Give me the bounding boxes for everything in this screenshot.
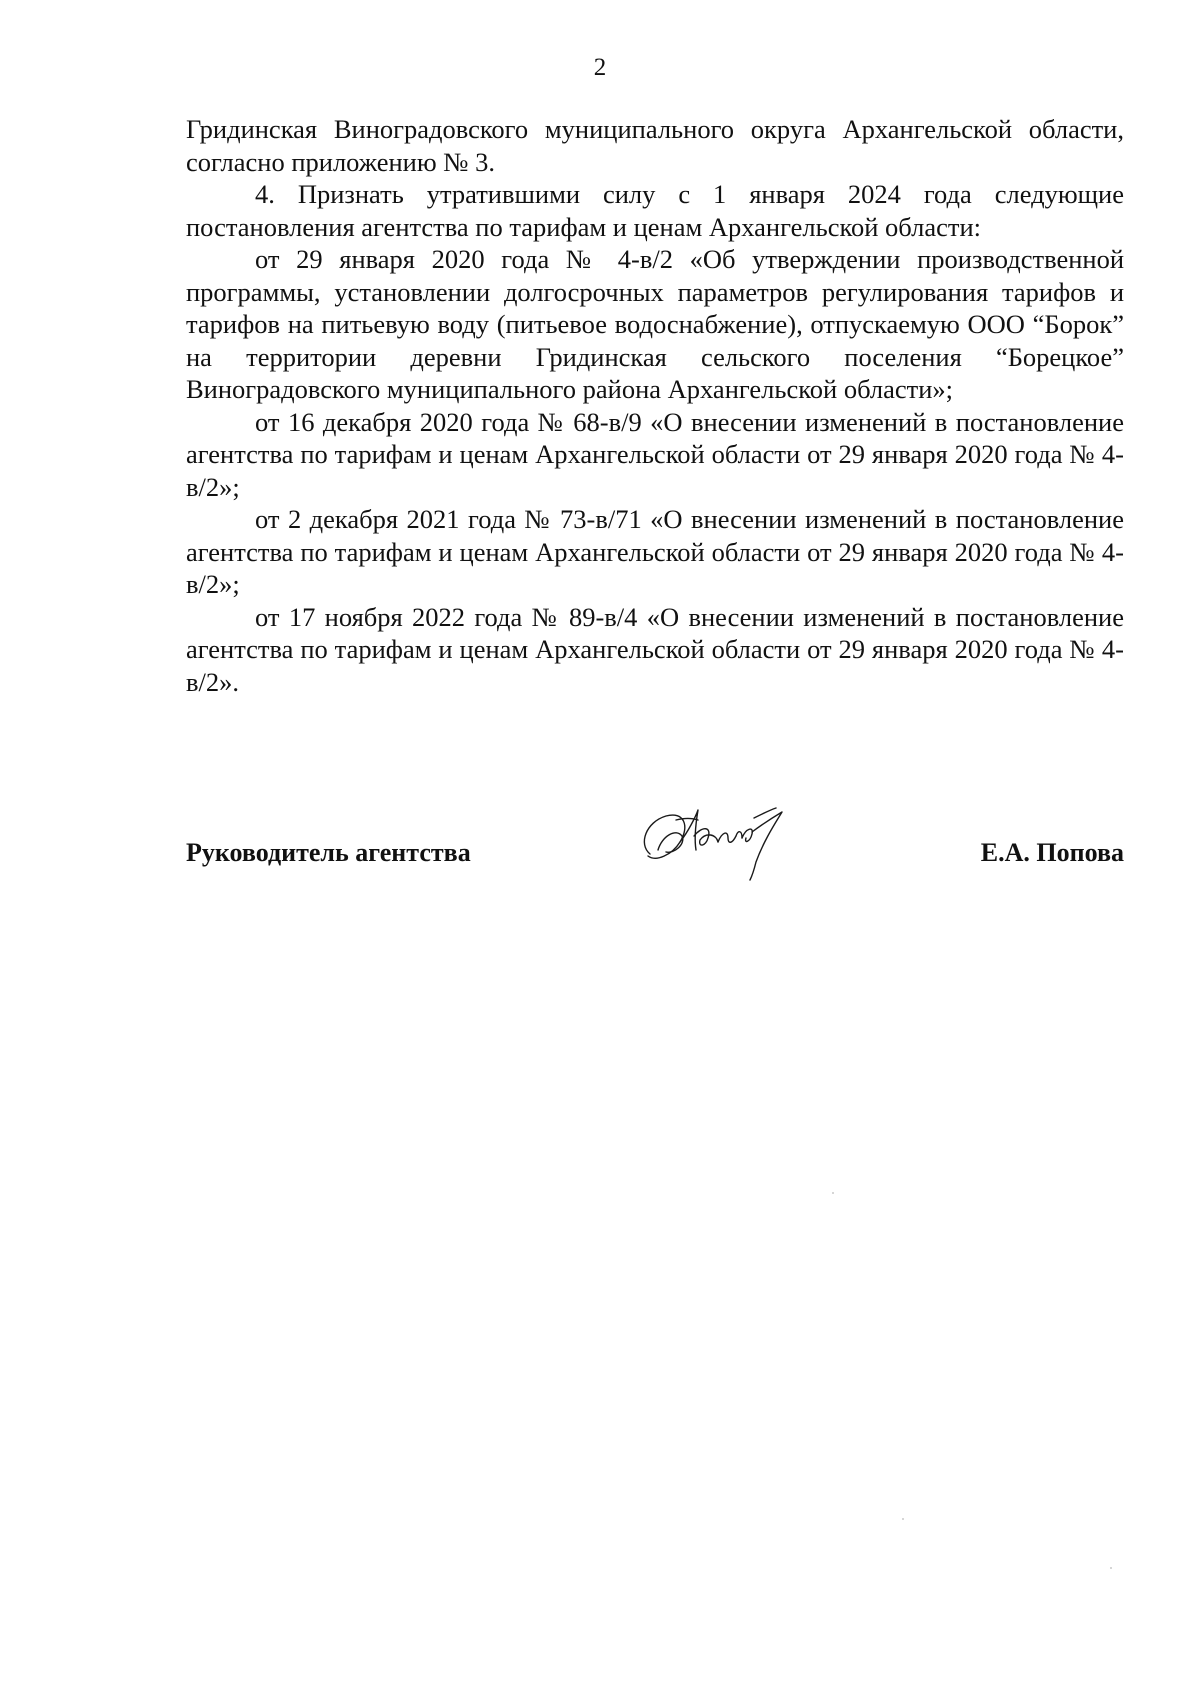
signatory-title: Руководитель агентства xyxy=(186,838,471,867)
document-body xyxy=(186,113,1124,698)
paragraph-item-4: 4. Признать утратившими силу с 1 января 2024 года следующие постановления агентства по тарифам и ценам Архангельской области: xyxy=(186,179,1124,242)
page-number: 2 xyxy=(593,54,607,81)
paragraph-resolution-2020-12-16: от 16 декабря 2020 года № 68-в/9 «О внесении изменений в постановление агентства по тарифам и ценам Архангельской области от 29 января 2020 года № 4-в/2»; xyxy=(186,406,1124,502)
scan-speck xyxy=(832,1192,834,1194)
paragraph-resolution-2021-12-02: от 2 декабря 2021 года № 73-в/71 «О внесении изменений в постановление агентства по тарифам и ценам Архангельской области от 29 января 2020 года № 4-в/2»; xyxy=(186,504,1124,599)
signatory-name: Е.А. Попова xyxy=(980,838,1124,867)
scan-speck xyxy=(902,1518,904,1520)
scan-speck xyxy=(1110,1567,1112,1569)
paragraph-resolution-2020-01-29: от 29 января 2020 года № 4-в/2 «Об утверждении производственной программы, установлении долгосрочных параметров регулирования тарифов и тарифов на питьевую воду (питьевое водоснабжение), отпускаемую ООО “Борок” на территории деревни Гридинская сельского поселения “Борецкое” Виноградовского муниципального района Архангельской области»; xyxy=(186,244,1124,404)
paragraph-continuation: Гридинская Виноградовского муниципального округа Архангельской области, согласно приложению № 3. xyxy=(186,114,1124,177)
handwritten-signature xyxy=(636,792,796,882)
paragraph-resolution-2022-11-17: от 17 ноября 2022 года № 89-в/4 «О внесении изменений в постановление агентства по тарифам и ценам Архангельской области от 29 января 2020 года № 4-в/2». xyxy=(186,601,1124,697)
